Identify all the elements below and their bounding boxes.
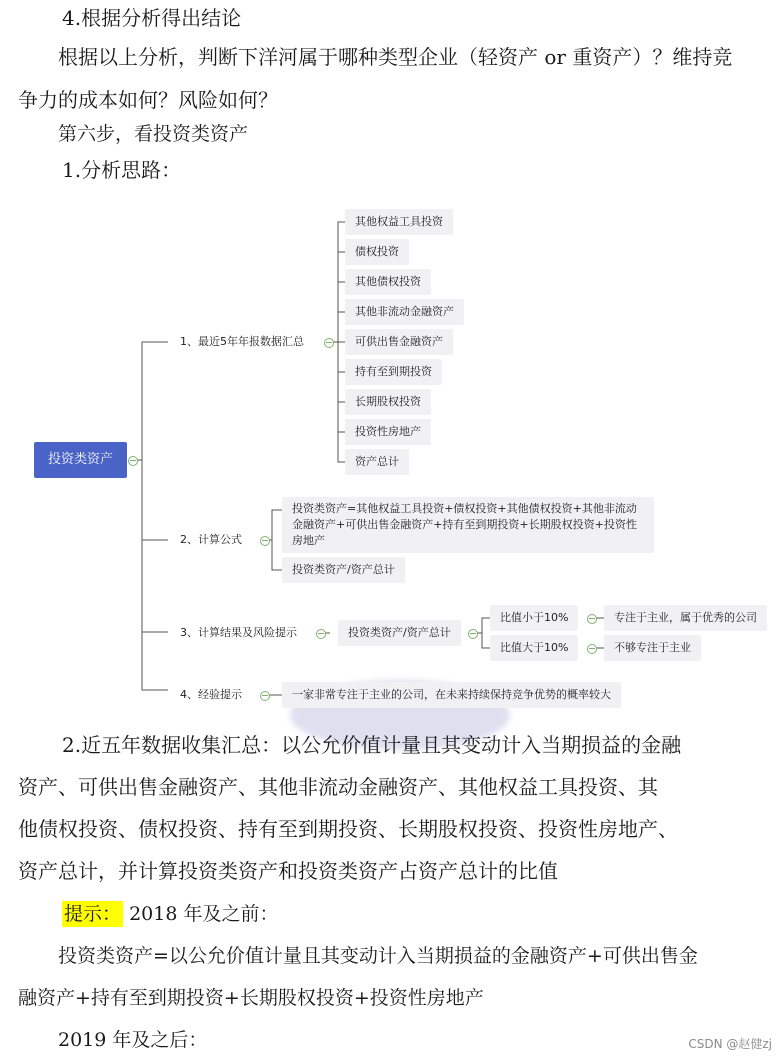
root-node: 投资类资产	[34, 442, 127, 478]
hint-line	[62, 902, 278, 926]
lt-10-node: 比值小于10%	[490, 605, 578, 631]
b1-item: 可供出售金融资产	[345, 329, 453, 355]
branch-2-label: 2、计算公式	[180, 533, 242, 546]
b3-ratio-node: 投资类资产/资产总计	[338, 620, 461, 646]
branch-4-label: 4、经验提示	[180, 688, 242, 701]
collapse-icon[interactable]	[316, 629, 326, 639]
paragraph-2-line-3: 他债权投资、债权投资、持有至到期投资、长期股权投资、投资性房地产、	[18, 817, 678, 841]
collapse-icon[interactable]	[587, 644, 597, 654]
b1-item: 其他债权投资	[345, 269, 431, 295]
tip-node: 一家非常专注于主业的公司，在未来持续保持竞争优势的概率较大	[282, 682, 621, 708]
gt-10-result: 不够专注于主业	[604, 635, 701, 661]
collapse-icon[interactable]	[587, 614, 597, 624]
year-2019-line: 2019 年及之后：	[58, 1029, 208, 1051]
heading-4: 4.根据分析得出结论	[62, 6, 242, 30]
b1-item: 持有至到期投资	[345, 359, 442, 385]
collapse-icon[interactable]	[324, 338, 334, 348]
b1-item: 债权投资	[345, 239, 409, 265]
gt-10-node: 比值大于10%	[490, 635, 578, 661]
collapse-icon[interactable]	[468, 629, 478, 639]
paragraph-1-line-1: 根据以上分析，判断下洋河属于哪种类型企业（轻资产 or 重资产）？维持竞	[58, 45, 733, 69]
collapse-icon[interactable]	[128, 456, 138, 466]
formula-line-2: 融资产+持有至到期投资+长期股权投资+投资性房地产	[18, 987, 484, 1009]
b1-item: 资产总计	[345, 449, 409, 475]
formula-node: 投资类资产=其他权益工具投资+债权投资+其他债权投资+其他非流动金融资产+可供出售金融资产+持有至到期投资+长期股权投资+投资性房地产	[282, 497, 654, 553]
watermark: CSDN @赵健zj	[688, 1037, 772, 1051]
collapse-icon[interactable]	[260, 536, 270, 546]
mind-map	[20, 200, 780, 720]
collapse-icon[interactable]	[260, 691, 270, 701]
b1-item: 投资性房地产	[345, 419, 431, 445]
paragraph-2-line-4: 资产总计，并计算投资类资产和投资类资产占资产总计的比值	[18, 859, 558, 883]
b1-item: 其他非流动金融资产	[345, 299, 464, 325]
paragraph-2-line-1: 2.近五年数据收集汇总：以公允价值计量且其变动计入当期损益的金融	[62, 733, 682, 757]
formula-line-1: 投资类资产=以公允价值计量且其变动计入当期损益的金融资产+可供出售金	[58, 945, 698, 967]
lt-10-result: 专注于主业，属于优秀的公司	[604, 605, 767, 631]
ratio-node: 投资类资产/资产总计	[282, 557, 405, 583]
paragraph-2-line-2: 资产、可供出售金融资产、其他非流动金融资产、其他权益工具投资、其	[18, 775, 658, 799]
b1-item: 长期股权投资	[345, 389, 431, 415]
branch-3-label: 3、计算结果及风险提示	[180, 626, 297, 639]
hint-text: 2018 年及之前：	[129, 903, 279, 925]
hint-label: 提示：	[64, 903, 122, 925]
branch-1-label: 1、最近5年年报数据汇总	[180, 335, 304, 348]
paragraph-1-line-2: 争力的成本如何？风险如何？	[18, 88, 278, 112]
b1-item: 其他权益工具投资	[345, 209, 453, 235]
step-6-heading: 第六步，看投资类资产	[58, 123, 249, 145]
subheading-analysis: 1.分析思路：	[62, 158, 182, 182]
